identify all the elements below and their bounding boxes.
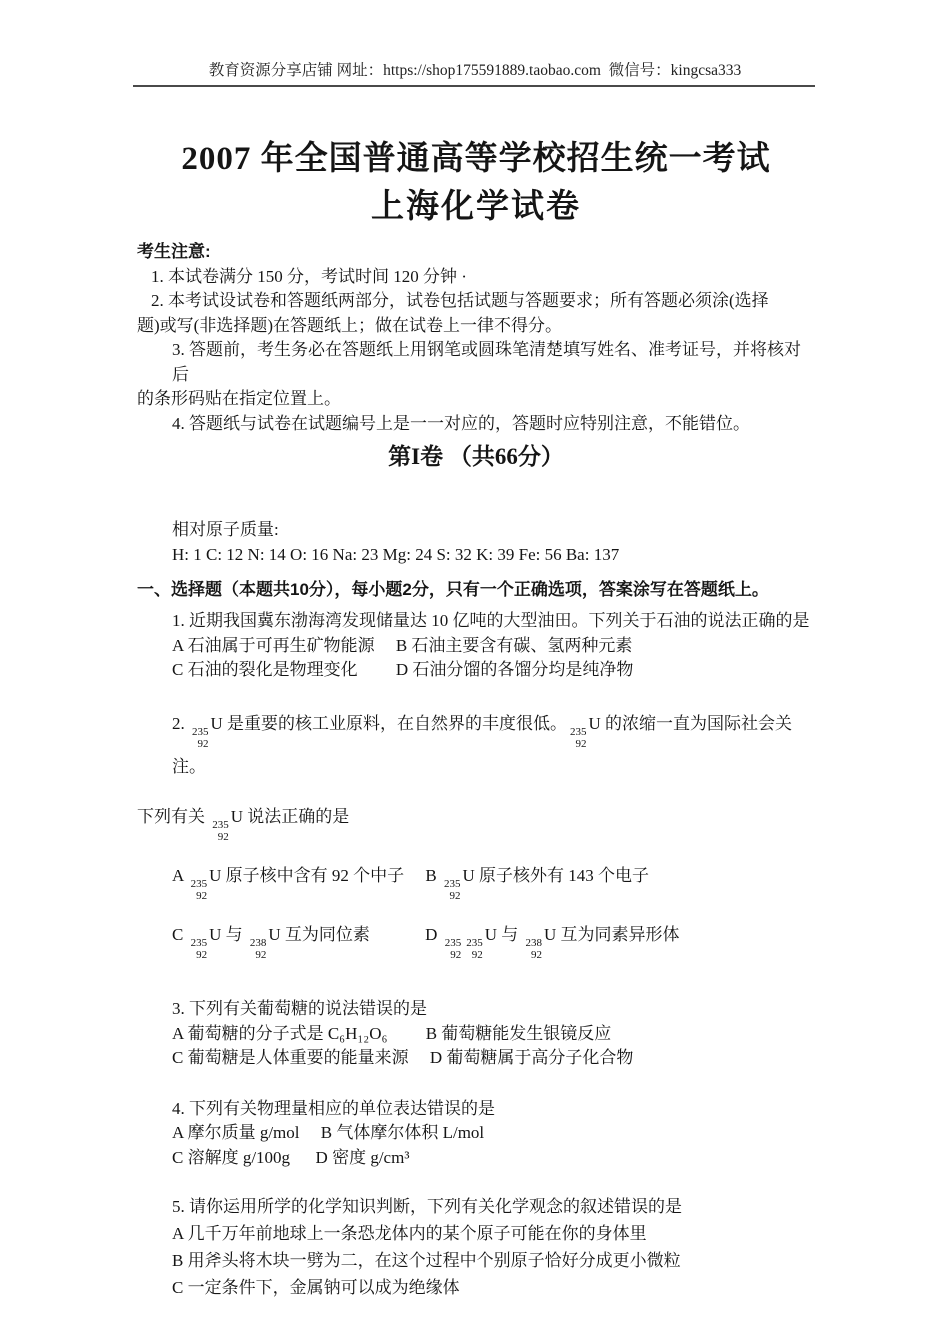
question-2-stem: 2. 235 92 U 是重要的核工业原料，在自然界的丰度很低。 235 92 U 的浓缩一直为国际社会关注。 [172,713,793,776]
isotope-notation: 235 92 [444,937,462,962]
question-5-option-c: C 一定条件下，金属钠可以成为绝缘体 [172,1278,460,1298]
question-2-stem-continued: 下列有关 235 92 U 说法正确的是 [137,806,350,843]
question-4-stem: 4. 下列有关物理量相应的单位表达错误的是 [172,1098,495,1118]
isotope-notation: 235 92 [212,818,229,843]
notice-item-2-line-1: 2. 本考试设试卷和答题纸两部分，试卷包括试题与答题要求；所有答题必须涂(选择 [151,291,769,310]
isotope-notation: 235 92 [190,877,208,902]
isotope-notation: 235 92 [443,877,461,902]
question-1-options-ab: A 石油属于可再生矿物能源 B 石油主要含有碳、氢两种元素 [172,635,633,655]
question-1 [137,609,815,683]
header-shop-note: 教育资源分享店铺 网址：https://shop175591889.taobao.com 微信号：kingcsa333 [208,62,742,79]
isotope-notation: 235 92 [466,937,483,962]
atomic-mass-values: H: 1 C: 12 N: 14 O: 16 Na: 23 Mg: 24 S: 32 K: 39 Fe: 56 Ba: 137 [172,544,620,564]
question-5-option-b: B 用斧头将木块一劈为二，在这个过程中个别原子恰好分成更小微粒 [172,1251,681,1271]
notice-heading: 考生注意: [137,242,211,261]
isotope-notation: 238 92 [249,937,267,962]
isotope-notation: 235 92 [190,937,208,962]
notice-item-4: 4. 答题纸与试卷在试题编号上是一一对应的，答题时应特别注意，不能错位。 [172,413,750,433]
question-2-options-ab: A 235 92 U 原子核中含有 92 个中子 B 235 92 U 原子核外有 143 个电子 [172,865,649,902]
question-5-option-a: A 几千万年前地球上一条恐龙体内的某个原子可能在你的身体里 [172,1224,647,1244]
question-5-stem: 5. 请你运用所学的化学知识判断，下列有关化学观念的叙述错误的是 [172,1197,682,1217]
atomic-mass-label: 相对原子质量: [172,520,279,539]
question-2 [137,707,815,962]
question-2-options-cd: C 235 92 U 与 238 92 U 互为同位素 D 235 92 235 92 U 与 238 92 U 互为同素异形体 [172,925,680,962]
header-divider [133,85,815,87]
question-3-options-cd: C 葡萄糖是人体重要的能量来源 D 葡萄糖属于高分子化合物 [172,1048,634,1068]
question-4-options-ab: A 摩尔质量 g/mol B 气体摩尔体积 L/mol [172,1123,485,1143]
notice-item-3-line-2: 的条形码贴在指定位置上。 [137,389,341,408]
isotope-notation: 238 92 [525,937,542,962]
isotope-notation: 235 92 [192,725,209,750]
question-1-options-cd: C 石油的裂化是物理变化 D 石油分馏的各馏分均是纯净物 [172,660,634,679]
question-3-stem: 3. 下列有关葡萄糖的说法错误的是 [172,999,427,1019]
mcq-section-heading: 一、选择题（本题共10分），每小题2分，只有一个正确选项，答案涂写在答题纸上。 [137,580,769,599]
question-4-options-cd: C 溶解度 g/100g D 密度 g/cm³ [172,1147,410,1167]
notice-item-3-line-1: 3. 答题前，考生务必在答题纸上用钢笔或圆珠笔清楚填写姓名、准考证号，并将核对后 [172,340,801,384]
question-1-stem: 1. 近期我国冀东渤海湾发现储量达 10 亿吨的大型油田。下列关于石油的说法正确的是 [172,611,810,630]
question-3 [137,997,815,1071]
question-3-options-ab: A 葡萄糖的分子式是 C₆H₁₂O₆ B 葡萄糖能发生银镜反应 [172,1023,612,1043]
exam-subtitle: 上海化学试卷 [371,189,581,225]
document-content [137,130,815,1301]
question-4 [137,1097,815,1171]
isotope-notation: 235 92 [570,725,587,750]
section-1-heading: 第I卷 （共66分） [388,444,564,469]
question-5 [137,1193,815,1301]
exam-title: 2007 年全国普通高等学校招生统一考试 [181,141,771,177]
notice-item-1: 1. 本试卷满分 150 分，考试时间 120 分钟 · [151,266,467,286]
notice-item-2-line-2: 题)或写(非选择题)在答题纸上；做在试卷上一律不得分。 [137,315,562,335]
